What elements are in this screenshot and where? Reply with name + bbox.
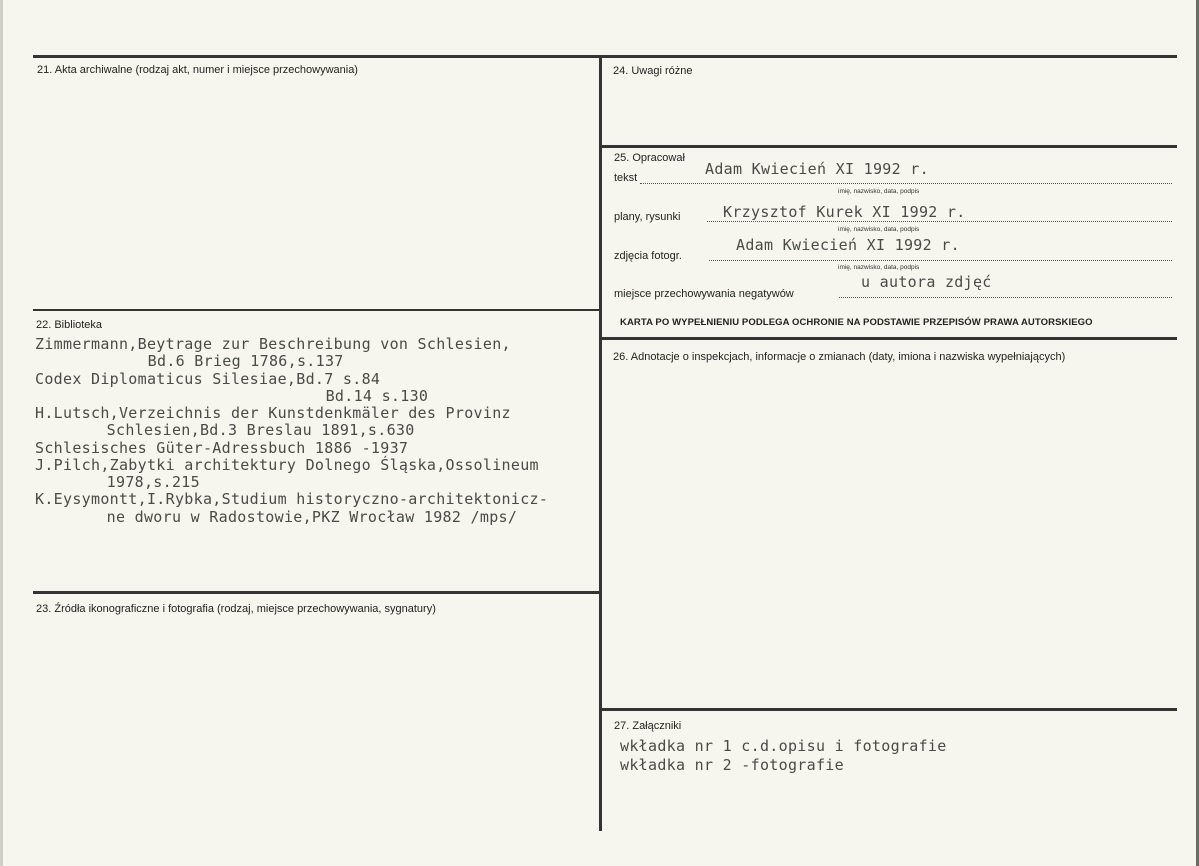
rule-25-26 (602, 337, 1177, 340)
top-rule (33, 55, 1177, 58)
miejsce-value: u autora zdjęć (861, 273, 992, 291)
bibliography-line: Bd.14 s.130 (83, 387, 429, 405)
bibliography-line: Zimmermann,Beytrage zur Beschreibung von Schlesien, (35, 335, 511, 353)
zdjecia-line (709, 260, 1172, 261)
zdjecia-value: Adam Kwiecień XI 1992 r. (736, 236, 960, 254)
plany-caption: imię, nazwisko, data, podpis (838, 226, 920, 233)
bibliography-line: 1978,s.215 (60, 473, 200, 491)
tekst-value: Adam Kwiecień XI 1992 r. (705, 160, 929, 178)
bibliography-line: H.Lutsch,Verzeichnis der Kunstdenkmäler des Provinz (35, 404, 511, 422)
section-24-header: 24. Uwagi różne (613, 65, 693, 77)
copyright-notice: KARTA PO WYPEŁNIENIU PODLEGA OCHRONIE NA PODSTAWIE PRZEPISÓW PRAWA AUTORSKIEGO (620, 317, 1093, 328)
rule-26-27 (602, 708, 1177, 711)
section-22-header: 22. Biblioteka (36, 319, 103, 331)
plany-label: plany, rysunki (614, 211, 681, 223)
section-25-header: 25. Opracował (614, 152, 685, 164)
bibliography-line: Schlesien,Bd.3 Breslau 1891,s.630 (60, 421, 415, 439)
zdjecia-caption: imię, nazwisko, data, podpis (838, 264, 920, 271)
tekst-line (640, 183, 1172, 184)
attachment-line: wkładka nr 2 -fotografie (620, 756, 844, 774)
section-23-header: 23. Źródła ikonograficzne i fotografia (rodzaj, miejsce przechowywania, sygnatury) (36, 603, 436, 615)
bibliography-line: J.Pilch,Zabytki architektury Dolnego Śląska,Ossolineum (35, 456, 539, 474)
plany-value: Krzysztof Kurek XI 1992 r. (723, 203, 966, 221)
miejsce-label: miejsce przechowywania negatywów (614, 288, 794, 300)
bibliography-line: ne dworu w Radostowie,PKZ Wrocław 1982 /mps/ (60, 508, 518, 526)
section-26-header: 26. Adnotacje o inspekcjach, informacje o zmianach (daty, imiona i nazwiska wypełniających) (613, 351, 1066, 363)
bibliography-line: K.Eysymontt,I.Rybka,Studium historyczno-architektonicz- (35, 490, 549, 508)
section-21-header: 21. Akta archiwalne (rodzaj akt, numer i miejsce przechowywania) (37, 64, 358, 76)
zdjecia-label: zdjęcia fotogr. (614, 250, 682, 262)
bibliography-line: Codex Diplomaticus Silesiae,Bd.7 s.84 (35, 370, 381, 388)
center-divider (599, 57, 602, 831)
miejsce-line (839, 297, 1172, 298)
rule-22-23 (33, 591, 601, 594)
tekst-label: tekst (614, 172, 638, 184)
rule-24-25 (602, 145, 1177, 148)
bibliography-line: Schlesisches Güter-Adressbuch 1886 -1937 (35, 439, 409, 457)
rule-21-22 (33, 309, 601, 311)
attachment-line: wkładka nr 1 c.d.opisu i fotografie (620, 737, 947, 755)
tekst-caption: imię, nazwisko, data, podpis (838, 188, 920, 195)
plany-line (707, 221, 1172, 222)
bibliography-line: Bd.6 Brieg 1786,s.137 (101, 352, 344, 370)
section-27-header: 27. Załączniki (614, 720, 682, 732)
